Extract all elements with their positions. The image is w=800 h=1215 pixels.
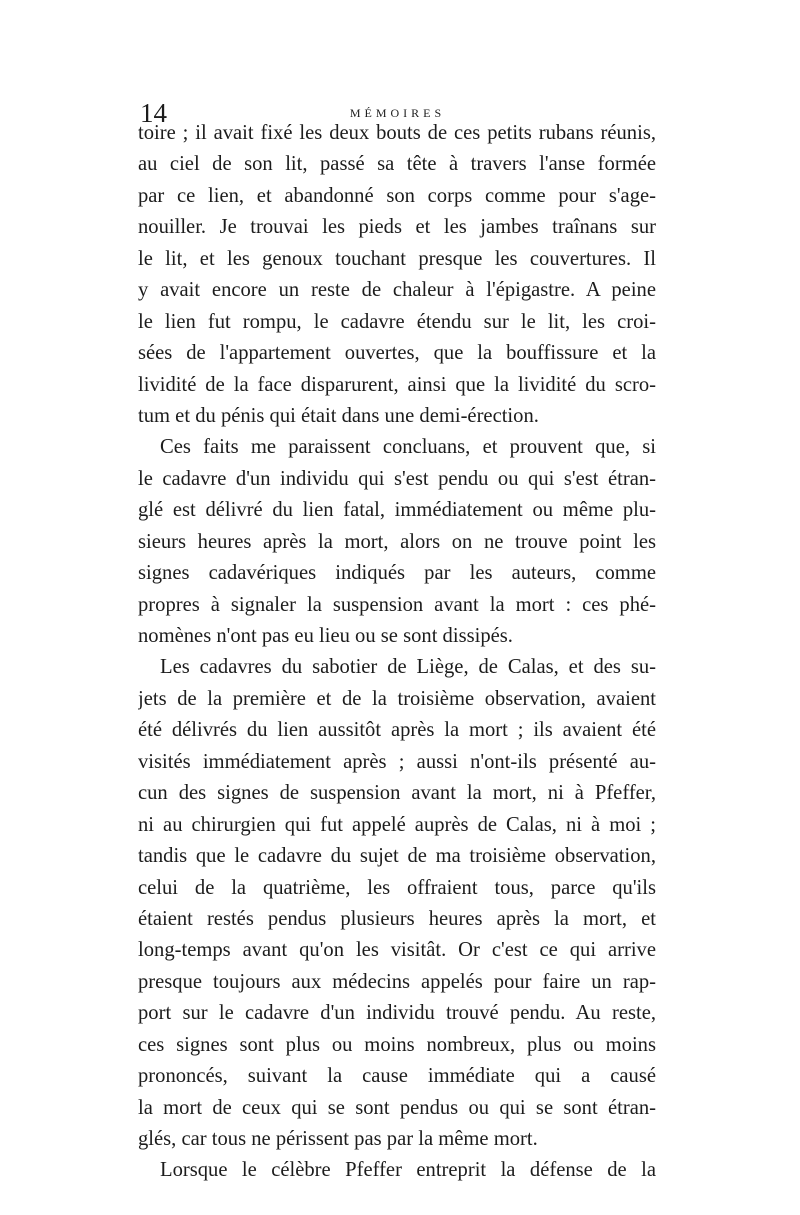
text-line: propres à signaler la suspension avant la mort : ces phé- (138, 593, 656, 616)
text-line: la mort de ceux qui se sont pendus ou qui se sont étran- (138, 1096, 656, 1119)
text-line: au ciel de son lit, passé sa tête à travers l'anse formée (138, 153, 656, 176)
paragraph-start-line: Lorsque le célèbre Pfeffer entreprit la défense de la (160, 1159, 656, 1182)
text-line: été délivrés du lien aussitôt après la mort ; ils avaient été (138, 719, 656, 742)
text-line: signes cadavériques indiqués par les auteurs, comme (138, 562, 656, 585)
text-line: presque toujours aux médecins appelés pour faire un rap- (138, 970, 656, 993)
text-line: cun des signes de suspension avant la mort, ni à Pfeffer, (138, 782, 656, 805)
text-line: glé est délivré du lien fatal, immédiatement ou même plu- (138, 499, 656, 522)
text-line: toire ; il avait fixé les deux bouts de ces petits rubans réunis, (138, 122, 656, 144)
text-line: par ce lien, et abandonné son corps comme pour s'age- (138, 184, 656, 207)
text-line: tandis que le cadavre du sujet de ma troisième observation, (138, 845, 656, 868)
paragraph-start-line: Ces faits me paraissent concluans, et prouvent que, si (160, 436, 656, 459)
text-line: le cadavre d'un individu qui s'est pendu ou qui s'est étran- (138, 467, 656, 490)
body-text (138, 118, 656, 1187)
paragraph-start-line: Les cadavres du sabotier de Liège, de Calas, et des su- (160, 656, 656, 679)
text-line: nomènes n'ont pas eu lieu ou se sont dissipés. (138, 625, 513, 647)
text-line: prononcés, suivant la cause immédiate qui a causé (138, 1065, 656, 1088)
text-line: nouiller. Je trouvai les pieds et les jambes traînans sur (138, 216, 656, 239)
text-line: sées de l'appartement ouvertes, que la bouffissure et la (138, 342, 656, 365)
text-line: ni au chirurgien qui fut appelé auprès de Calas, ni à moi ; (138, 813, 656, 836)
text-line: étaient restés pendus plusieurs heures après la mort, et (138, 907, 656, 930)
text-line: y avait encore un reste de chaleur à l'épigastre. A peine (138, 279, 656, 302)
text-line: jets de la première et de la troisième observation, avaient (138, 687, 656, 710)
text-line: le lien fut rompu, le cadavre étendu sur le lit, les croi- (138, 310, 656, 333)
text-line: glés, car tous ne périssent pas par la même mort. (138, 1128, 538, 1150)
text-line: le lit, et les genoux touchant presque les couvertures. Il (138, 247, 656, 270)
text-line: lividité de la face disparurent, ainsi que la lividité du scro- (138, 373, 656, 396)
text-line: sieurs heures après la mort, alors on ne trouve point les (138, 530, 656, 553)
text-line: ces signes sont plus ou moins nombreux, plus ou moins (138, 1033, 656, 1056)
page-number: 14 (140, 98, 167, 128)
text-line: tum et du pénis qui était dans une demi-érection. (138, 404, 539, 427)
text-line: celui de la quatrième, les offraient tous, parce qu'ils (138, 876, 656, 899)
text-line: port sur le cadavre d'un individu trouvé pendu. Au reste, (138, 1002, 656, 1025)
running-head: MÉMOIRES (349, 106, 446, 120)
text-line: visités immédiatement après ; aussi n'ont-ils présenté au- (138, 750, 656, 773)
text-line: long-temps avant qu'on les visitât. Or c'est ce qui arrive (138, 939, 656, 962)
